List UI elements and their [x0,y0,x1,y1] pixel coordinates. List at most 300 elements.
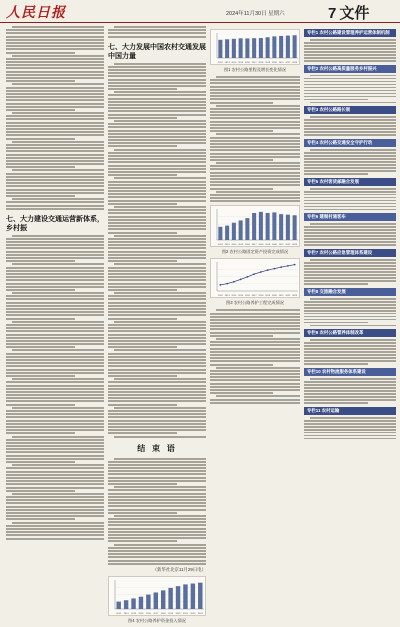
text-line [114,206,206,208]
text-line [6,534,104,536]
text-line [304,128,396,130]
text-line [6,118,104,120]
tick-label: 2020 [271,244,277,247]
bar [279,36,283,58]
sidebar-column [304,26,396,441]
text-line [6,93,104,95]
bar [252,213,256,240]
text-line [210,392,273,394]
text-line [108,69,206,71]
text-line [108,359,206,361]
text-line [6,318,75,320]
text-line [108,423,206,425]
text-line [12,464,104,466]
text-line [6,445,104,447]
text-line [114,91,206,93]
text-line [12,321,104,323]
text-line [108,165,206,167]
text-line [6,125,104,127]
text-line [108,174,177,176]
text-line [6,279,104,281]
text-line [6,480,104,482]
dateline: 2024年11月30日 星期六 [226,11,285,17]
text-line [6,283,104,285]
sidebar-box-title: 专栏11 农村运输 [304,407,396,415]
text-line [304,131,396,133]
text-line [304,173,368,175]
text-line [6,496,104,498]
text-line [304,96,396,98]
figure-1-caption: 图1 农村公路里程及增长变化情况 [223,67,287,72]
text-line [304,155,396,157]
tick-label: 2013 [224,62,230,64]
text-line [108,254,206,256]
text-line [310,188,396,190]
text-line [304,345,396,347]
text-line [304,307,396,309]
text-line [108,391,206,393]
bar [176,586,180,609]
tick-label: 2019 [168,612,174,615]
text-line [6,509,104,511]
text-line [6,144,104,146]
text-line [108,400,206,402]
text-line [12,407,104,409]
text-line [6,29,104,31]
text-line [6,241,104,243]
text-line [12,493,104,495]
text-line [304,57,396,59]
text-line [114,26,206,28]
tick-label: 2018 [258,244,264,247]
tick-label: 2017 [251,62,257,64]
text-line [108,200,206,202]
text-line [108,75,206,77]
text-line [6,147,104,149]
text-line [304,438,396,440]
text-line [108,133,206,135]
text-line [6,448,104,450]
text-line [210,130,273,132]
text-line [12,169,104,171]
section-name: 文件 [339,5,370,22]
text-line [6,61,104,63]
text-line [108,241,206,243]
text-line [216,191,300,193]
text-line [210,146,300,148]
text-line [6,166,75,168]
text-line [6,531,104,533]
text-line [108,356,206,358]
text-line [310,116,396,118]
text-line [6,192,104,194]
text-line [304,304,396,306]
tick-label: 2020 [271,295,277,298]
text-line [304,158,396,160]
text-line [310,75,396,77]
text-line [108,298,206,300]
chart-3-svg [211,259,300,297]
page-number-value: 7 [328,5,337,22]
text-line [108,464,206,466]
sidebar-box-title: 专栏1 农村公路建设管理养护运营体制机制 [304,29,396,37]
text-line [210,184,300,186]
text-line [108,512,177,514]
text-line [6,134,104,136]
text-line [6,429,104,431]
text-line [304,42,396,44]
text-line [210,172,300,174]
text-line [304,429,396,431]
text-line [304,342,396,344]
bar [218,40,222,58]
text-line [108,553,206,555]
bar [225,226,229,240]
text-line [6,36,104,38]
text-line [6,372,104,374]
bar [245,38,249,58]
text-line [6,525,104,527]
text-line [304,119,396,121]
text-line [108,228,206,230]
text-line [6,515,104,517]
text-line [210,360,300,362]
text-line [108,404,177,406]
figure-2-caption: 图2 农村公路固定资产投资完成情况 [221,249,289,255]
text-line [6,518,75,520]
text-line [6,157,104,159]
text-line [108,394,206,396]
text-line [108,420,206,422]
text-line [6,337,104,339]
sidebar-box-title: 专栏4 农村公路交通安全守护行动 [304,139,396,147]
text-line [108,85,206,87]
text-line [108,225,206,227]
text-line [6,58,104,60]
text-line [6,138,75,140]
text-line [210,121,300,123]
text-line [310,298,396,300]
text-line [210,98,300,100]
text-line [304,396,396,398]
text-line [6,432,75,434]
text-line [6,128,104,130]
text-line [6,416,104,418]
text-line [108,72,206,74]
text-line [210,137,300,139]
text-line [210,341,300,343]
point [260,271,262,273]
text-line [12,436,104,438]
text-line [6,385,104,387]
figure-3 [210,258,300,298]
text-line [114,544,206,546]
text-line [304,90,396,92]
text-line [304,244,396,246]
text-line [108,279,206,281]
text-line [6,160,104,162]
text-line [304,262,396,264]
text-line [108,537,206,539]
tick-label: 2020 [175,612,181,615]
text-line [6,467,104,469]
bar [225,39,229,58]
text-line [12,55,104,57]
text-line [108,283,206,285]
text-line [6,404,75,406]
text-line [210,197,300,199]
text-line [108,381,206,383]
text-line [304,93,396,95]
text-line [304,268,396,270]
text-line [108,496,206,498]
tick-label: 2020 [271,62,277,64]
tick-label: 2021 [278,62,284,64]
text-line [6,77,104,79]
text-line [12,263,104,265]
text-line [210,313,300,315]
text-line [6,195,75,197]
text-line [6,289,75,291]
text-line [108,98,206,100]
tick-label: 2022 [285,62,291,64]
text-line [304,54,396,56]
bar [154,592,158,609]
text-line [114,378,206,380]
text-line [6,270,104,272]
text-line [304,354,396,356]
bar [168,588,172,609]
text-line [114,486,206,488]
text-line [108,104,206,106]
tick-label: 2017 [153,612,159,615]
text-line [108,470,206,472]
bar [245,218,249,240]
text-line [6,324,104,326]
text-line [108,302,206,304]
text-line [6,260,75,262]
text-line [304,420,396,422]
text-line [6,298,104,300]
masthead [0,0,400,23]
text-line [108,196,206,198]
text-line [210,332,300,334]
text-line [6,381,104,383]
text-line [114,515,206,517]
text-line [108,362,206,364]
tick-label: 2014 [231,295,237,298]
bar [259,38,263,58]
text-line [6,451,104,453]
text-line [108,251,206,253]
text-line [6,96,104,98]
text-line [310,39,396,41]
text-line [6,502,104,504]
heading-line: 乡村振 [6,222,27,232]
text-line [6,499,104,501]
text-line [108,426,206,428]
text-line [108,375,177,377]
chart-1-svg [211,30,300,64]
text-line [12,26,104,28]
text-line [108,260,177,262]
tick-label: 2017 [251,244,257,247]
text-line [6,356,104,358]
text-line [108,556,206,558]
text-line [108,509,206,511]
tick-label: 2023 [292,244,298,247]
text-line [304,51,396,53]
text-line [304,393,396,395]
text-line [108,547,206,549]
text-line [304,164,396,166]
bar [252,38,256,58]
text-line [304,402,368,404]
text-line [304,274,396,276]
text-line [304,435,396,437]
text-line [108,193,206,195]
text-line [108,152,206,154]
chart-2-svg [211,206,300,246]
text-line [216,309,300,311]
text-line [210,140,300,142]
heading-line: 七、大力发展中国农村交通发展 [108,41,206,51]
text-line [210,89,300,91]
text-line [304,390,396,392]
text-line [108,267,206,269]
bar [218,227,222,240]
text-line [304,125,396,127]
text-line [6,208,104,210]
text-line [6,52,75,54]
text-line [108,107,206,109]
text-line [210,156,300,158]
text-line [6,439,104,441]
text-line [304,381,396,383]
text-line [6,150,104,152]
text-line [108,327,206,329]
text-line [210,79,300,81]
text-line [108,318,177,320]
text-line [6,154,104,156]
text-line [108,311,206,313]
text-line [304,384,396,386]
text-line [108,145,177,147]
text-line [108,340,206,342]
text-line [310,259,396,261]
bar [139,596,143,608]
newspaper-logo: 人民日报 [6,5,66,21]
text-line [216,395,300,397]
conclusion-heading: 结 束 语 [137,442,177,453]
text-line [6,365,104,367]
bar [272,213,276,241]
section-heading-7 [108,42,206,60]
text-line [108,563,206,565]
tick-label: 2015 [238,244,244,247]
text-line [108,410,206,412]
point [226,283,228,285]
text-line [210,178,300,180]
text-line [108,540,177,542]
text-line [6,45,104,47]
text-line [6,410,104,412]
text-line [304,319,396,321]
text-line [210,370,300,372]
text-line [6,32,104,34]
text-line [6,461,75,463]
tick-label: 2021 [278,295,284,298]
text-line [6,103,104,105]
text-line [6,426,104,428]
text-line [304,206,396,208]
text-line [6,311,104,313]
text-line [304,357,396,359]
text-line [304,360,396,362]
text-line [108,505,206,507]
text-line [6,400,104,402]
text-line [210,319,300,321]
text-line [6,99,104,101]
text-line [210,175,300,177]
text-line [210,102,273,104]
text-line [304,99,368,101]
text-line [304,200,396,202]
text-line [304,226,396,228]
point [287,265,289,267]
point [233,281,235,283]
text-line [108,139,206,141]
text-line [6,314,104,316]
figure-1 [210,29,300,65]
bar [272,36,276,58]
text-line [108,413,206,415]
text-line [6,163,104,165]
bar [146,594,150,608]
text-line [6,327,104,329]
text-line [108,385,206,387]
text-line [216,105,300,107]
point [273,268,275,270]
tick-label: 2014 [231,62,237,64]
text-line [6,477,104,479]
text-line [210,344,300,346]
text-line [108,467,206,469]
text-line [108,117,177,119]
bar [266,213,270,240]
text-line [6,442,104,444]
text-line [108,461,206,463]
text-line [108,273,206,275]
text-line [6,276,104,278]
text-line [304,161,396,163]
text-line [108,330,206,332]
text-line [6,71,104,73]
text-line [216,367,300,369]
text-line [12,83,104,85]
page-number [328,2,369,23]
text-line [304,48,396,50]
tick-label: 2016 [244,244,250,247]
tick-label: 2012 [217,62,223,64]
tick-label: 2014 [231,244,237,247]
tick-label: 2022 [285,295,291,298]
text-line [108,142,206,144]
column-1 [6,26,104,541]
figure-2 [210,205,300,247]
text-line [108,337,206,339]
text-line [304,191,396,193]
